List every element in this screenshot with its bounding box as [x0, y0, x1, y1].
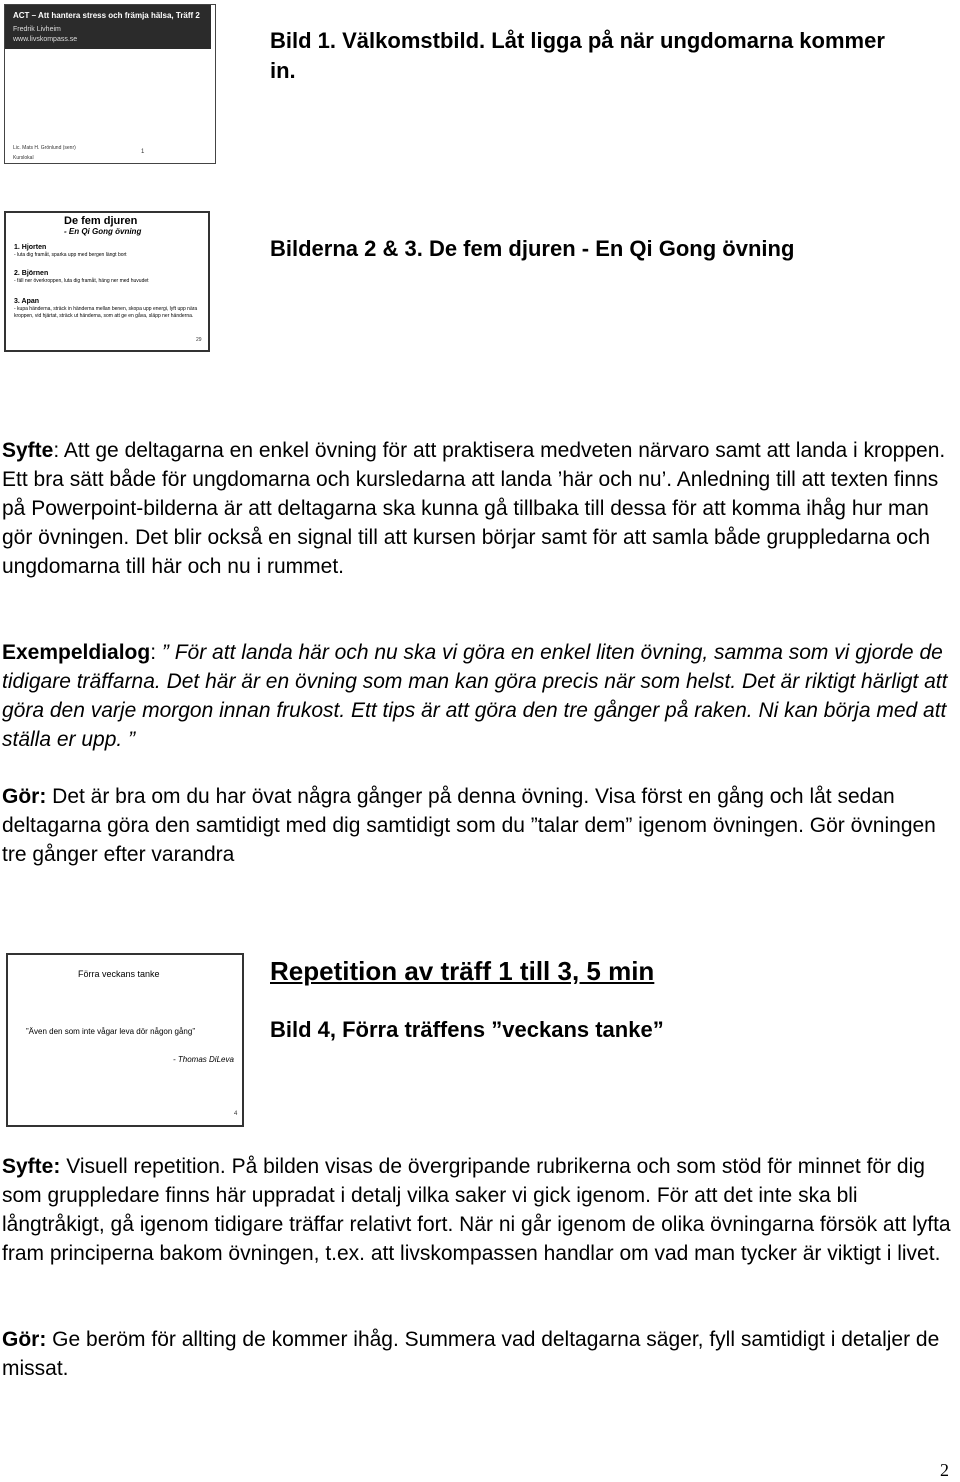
slide2-title: De fem djuren	[64, 215, 138, 227]
slide-thumbnail-1	[4, 4, 216, 164]
syfte-text: : Att ge deltagarna en enkel övning för att praktisera medveten närvaro samt att landa i kroppen. Ett bra sätt både för ungdomarna och kursledarna att landa ’här och nu’. Anledning till att texten finns på Powerpoint-bilderna är att deltagarna ska kunna gå tillbaka till dessa för att komma ihåg hur man gör övningen. Det blir också en signal till att kursen börjar samt för att samla både gruppledarna och ungdomarna till här och nu i rummet.	[2, 439, 946, 578]
caption-bilderna-2-3: Bilderna 2 & 3. De fem djuren - En Qi Gong övning	[270, 236, 795, 261]
slide2-item1-head: 1. Hjorten	[14, 244, 47, 251]
exempeldialog-colon: :	[150, 641, 157, 664]
gor-label-1: Gör:	[2, 785, 47, 808]
slide-thumbnail-4	[6, 953, 244, 1127]
slide4-quote: ”Även den som inte vågar leva dör någon gång”	[26, 1027, 195, 1036]
slide1-author: Fredrik Livheim	[13, 26, 61, 33]
slide2-item2-text: - fäll ner överkroppen, luta dig framåt, häng ner med huvudet	[14, 278, 149, 284]
exempeldialog-text: ” För att landa här och nu ska vi göra en enkel liten övning, samma som vi gjorde de tidigare träffarna. Det här är en övning som man kan göra precis när som helst. Det är riktigt härligt att göra den varje morgon innan frukost. Ett tips är att göra den tre gånger på raken. Ni kan börja med att ställa er upp. ”	[2, 641, 948, 751]
gor-label-2: Gör:	[2, 1328, 47, 1351]
gor-text-2: Ge beröm för allting de kommer ihåg. Summera vad deltagarna säger, fyll samtidigt i detaljer de missat.	[2, 1328, 940, 1380]
gor-text-1: Det är bra om du har övat några gånger på denna övning. Visa först en gång och låt sedan deltagarna göra den samtidigt med dig samtidigt som du ”talar dem” igenom övningen. Gör övningen tre gånger efter varandra	[2, 785, 936, 866]
slide2-page-number: 29	[196, 337, 202, 343]
page-number: 2	[940, 1460, 949, 1480]
syfte-text-2: Visuell repetition. På bilden visas de övergripande rubrikerna och som stöd för minnet för dig som gruppledare finns här uppradat i detalj vilka saker vi gick igenom. För att det inte ska bli långtråkigt, gå igenom tidigare träffar relativt fort. När ni går igenom de olika övningarna försök att lyfta fram principerna bakom övningen, t.ex. att livskompassen handlar om vad man tycker är viktigt i livet.	[2, 1155, 951, 1265]
paragraph-gor-2	[2, 1325, 957, 1383]
slide2-item3-text: - kupa händerna, sträck in händerna mellan benen, skopa upp energi, lyft upp nära kroppen, vid hjärtat, sträck ut händerna, som att ge en gåva, släpp ner händerna.	[14, 306, 198, 319]
caption-bild-1: Bild 1. Välkomstbild. Låt ligga på när ungdomarna kommer in.	[270, 28, 885, 83]
exempeldialog-label: Exempeldialog	[2, 641, 151, 664]
slide1-site: www.livskompass.se	[13, 36, 78, 43]
paragraph-syfte-1	[2, 436, 957, 581]
slide1-page-number: 1	[141, 149, 145, 155]
slide1-footer: Lic. Mats H. Grönlund (senr)	[13, 145, 76, 151]
paragraph-exempeldialog	[2, 638, 957, 754]
slide2-subtitle: - En Qi Gong övning	[64, 227, 142, 236]
slide4-page-number: 4	[234, 1111, 238, 1117]
section-heading-repetition: Repetition av träff 1 till 3, 5 min	[270, 956, 655, 986]
slide-thumbnail-2	[4, 211, 210, 352]
paragraph-syfte-2	[2, 1152, 957, 1268]
slide4-attribution: - Thomas DiLeva	[173, 1055, 234, 1064]
slide2-item2-head: 2. Björnen	[14, 270, 49, 277]
paragraph-gor-1	[2, 782, 957, 869]
slide1-title: ACT – Att hantera stress och främja hälsa, Träff 2	[13, 11, 200, 20]
syfte-label: Syfte	[2, 439, 54, 462]
slide1-footer-sub: Kurslokal	[13, 155, 34, 161]
caption-bild-4: Bild 4, Förra träffens ”veckans tanke”	[270, 1017, 664, 1042]
slide2-item3-head: 3. Apan	[14, 298, 40, 305]
slide2-item1-text: - luta dig framåt, sparka upp med bergen längt bort	[14, 252, 127, 258]
slide4-title: Förra veckans tanke	[78, 969, 160, 979]
syfte-label-2: Syfte:	[2, 1155, 61, 1178]
